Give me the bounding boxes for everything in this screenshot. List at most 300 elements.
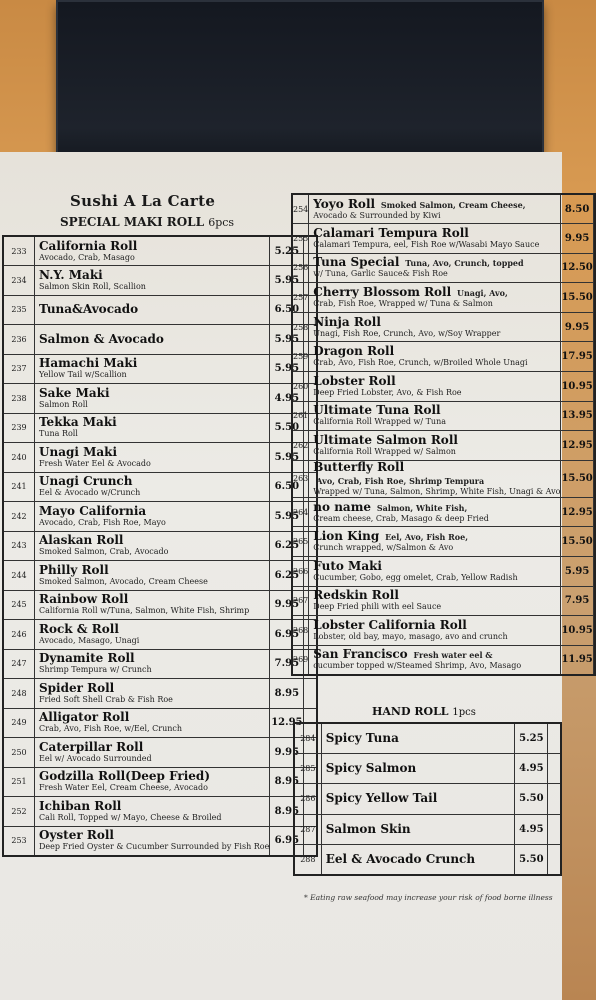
item-price: 9.95 — [561, 224, 593, 254]
item-price: 15.50 — [561, 460, 593, 497]
item-name — [309, 461, 560, 487]
item-number: 247 — [3, 649, 35, 679]
row-spacer-cell — [548, 814, 561, 844]
item-price: 12.95 — [561, 431, 593, 461]
item-cell — [309, 431, 561, 461]
item-name-text: California Roll — [39, 238, 138, 253]
item-number: 245 — [3, 590, 35, 620]
item-price: 6.25 — [270, 531, 304, 561]
menu-row — [3, 266, 317, 296]
item-description: Salmon Skin Roll, Scallion — [39, 281, 146, 291]
item-name — [35, 303, 269, 316]
item-number: 236 — [3, 325, 35, 355]
menu-row — [294, 753, 561, 783]
menu-row — [3, 354, 317, 384]
row-spacer-cell — [593, 342, 595, 372]
item-description: Cream cheese, Crab, Masago & deep Fried — [313, 513, 489, 523]
item-name — [309, 227, 560, 240]
item-price: 7.95 — [561, 586, 593, 616]
item-price: 5.50 — [515, 784, 548, 814]
item-price: 5.25 — [270, 236, 304, 266]
hand-roll-heading-text: HAND ROLL — [372, 705, 449, 718]
item-price: 5.95 — [270, 325, 304, 355]
row-spacer-cell — [593, 557, 595, 587]
item-description: California Roll w/Tuna, Salmon, White Fish, Shrimp — [39, 606, 250, 616]
menu-row — [292, 497, 595, 527]
item-name — [309, 560, 560, 573]
item-name-text: Salmon Skin — [325, 821, 411, 836]
item-description: Smoked Salmon, Crab, Avocado — [39, 547, 169, 557]
item-name-text: Oyster Roll — [39, 828, 114, 842]
item-description: Crunch wrapped, w/Salmon & Avo — [313, 543, 454, 553]
item-price: 5.95 — [561, 557, 593, 587]
item-inline-description: Smoked Salmon, Cream Cheese, — [378, 199, 526, 210]
menu-row — [292, 401, 595, 431]
item-name — [309, 648, 560, 661]
item-description: Deep Fried Oyster & Cucumber Surrounded by Fish Roe — [39, 842, 270, 851]
item-cell — [321, 753, 515, 783]
item-number: 265 — [292, 527, 309, 557]
raw-seafood-warning: * Eating raw seafood may increase your risk of food borne illness — [304, 893, 553, 902]
menu-row — [3, 708, 317, 738]
item-description: Unagi, Fish Roe, Crunch, Avo, w/Soy Wrapper — [313, 328, 501, 338]
item-name — [35, 564, 269, 577]
item-name — [322, 732, 515, 745]
item-price: 8.95 — [270, 767, 304, 797]
item-price: 9.95 — [270, 738, 304, 768]
item-number: 235 — [3, 295, 35, 325]
item-name — [309, 501, 560, 514]
item-number: 259 — [292, 342, 309, 372]
item-number: 239 — [3, 413, 35, 443]
item-cell — [309, 224, 561, 254]
item-name — [309, 434, 560, 447]
item-name-text: Lobster California Roll — [313, 618, 467, 633]
menu-row — [3, 620, 317, 650]
item-description: Fried Soft Shell Crab & Fish Roe — [39, 694, 173, 704]
item-name — [309, 619, 560, 632]
menu-row — [3, 826, 317, 856]
item-price: 5.50 — [515, 845, 548, 875]
item-cell — [35, 708, 270, 738]
menu-row — [292, 372, 595, 402]
item-name-text: Eel & Avocado Crunch — [325, 852, 476, 866]
item-name-text: Rainbow Roll — [39, 592, 129, 607]
special-maki-left-table — [2, 235, 318, 857]
item-price: 13.95 — [561, 401, 593, 431]
hand-roll-pcs: 1pcs — [452, 707, 476, 718]
item-description: Yellow Tail w/Scallion — [39, 370, 127, 380]
item-name-text: Unagi Maki — [39, 444, 118, 459]
item-name — [35, 475, 269, 488]
item-price: 6.95 — [270, 620, 304, 650]
item-cell — [35, 767, 270, 797]
row-spacer-cell — [593, 224, 595, 254]
item-name — [35, 682, 269, 695]
item-name-text: Alligator Roll — [39, 710, 130, 725]
item-name-text: Mayo California — [39, 503, 147, 518]
item-price: 10.95 — [561, 616, 593, 646]
item-price: 6.50 — [270, 295, 304, 325]
item-description: Fresh Water Eel & Avocado — [39, 458, 151, 468]
menu-row — [3, 590, 317, 620]
item-price: 9.95 — [270, 590, 304, 620]
item-number: 255 — [292, 224, 309, 254]
item-number: 264 — [292, 497, 309, 527]
item-name-text: Lion King — [313, 529, 380, 544]
item-name-text: no name — [313, 499, 372, 514]
item-number: 253 — [3, 826, 35, 856]
item-cell — [309, 342, 561, 372]
item-name — [309, 286, 560, 299]
item-price: 8.95 — [270, 797, 304, 827]
item-cell — [309, 527, 561, 557]
menu-row — [292, 253, 595, 283]
item-cell — [35, 679, 270, 709]
menu-row — [3, 502, 317, 532]
item-name — [309, 316, 560, 329]
row-spacer-cell — [593, 586, 595, 616]
item-name-text: Godzilla Roll(Deep Fried) — [39, 769, 210, 784]
item-price: 5.25 — [515, 723, 548, 753]
item-number: 233 — [3, 236, 35, 266]
item-cell — [321, 784, 515, 814]
item-name-text: Rock & Roll — [39, 621, 119, 636]
item-cell — [309, 283, 561, 313]
item-name-text: Hamachi Maki — [39, 356, 138, 371]
menu-row — [3, 767, 317, 797]
item-name-text: Philly Roll — [39, 562, 109, 577]
item-inline-description: Salmon, White Fish, — [374, 502, 468, 513]
item-inline-description: Tuna, Avo, Crunch, topped — [402, 258, 524, 269]
item-number: 240 — [3, 443, 35, 473]
item-name — [309, 404, 560, 417]
menu-row — [292, 283, 595, 313]
hand-roll-heading — [372, 705, 476, 718]
item-number: 237 — [3, 354, 35, 384]
item-description: Crab, Avo, Fish Roe, Crunch, w/Broiled Whole Unagi — [313, 358, 528, 368]
item-number: 246 — [3, 620, 35, 650]
item-price: 15.50 — [561, 527, 593, 557]
special-maki-right-table — [291, 193, 596, 676]
item-name — [309, 256, 560, 269]
item-cell — [35, 443, 270, 473]
item-description: cucumber topped w/Steamed Shrimp, Avo, Masago — [313, 661, 522, 671]
item-description: Avocado, Crab, Masago — [39, 252, 135, 262]
item-name — [309, 375, 560, 388]
row-spacer-cell — [593, 645, 595, 675]
item-number: 258 — [292, 312, 309, 342]
menu-row — [3, 413, 317, 443]
item-description: Tuna Roll — [39, 429, 78, 439]
item-cell — [309, 586, 561, 616]
item-name — [322, 853, 515, 866]
item-name — [322, 823, 515, 836]
menu-row — [292, 460, 595, 497]
item-description: Avocado & Surrounded by Kiwi — [313, 210, 441, 220]
item-number: 263 — [292, 460, 309, 497]
item-price: 6.95 — [270, 826, 304, 856]
item-description: Calamari Tempura, eel, Fish Roe w/Wasabi Mayo Sauce — [313, 239, 540, 249]
item-name-text: Ultimate Salmon Roll — [313, 433, 458, 448]
menu-title: Sushi A La Carte — [70, 192, 216, 210]
item-name — [309, 198, 560, 211]
item-price: 5.95 — [270, 266, 304, 296]
item-price: 4.95 — [270, 384, 304, 414]
item-name — [322, 762, 515, 775]
row-spacer-cell — [548, 753, 561, 783]
item-name-text: Caterpillar Roll — [39, 739, 144, 754]
hand-roll-table — [293, 722, 562, 876]
item-number: 242 — [3, 502, 35, 532]
menu-row — [292, 586, 595, 616]
item-name — [35, 387, 269, 400]
item-name — [35, 446, 269, 459]
item-name-text: Spicy Salmon — [325, 761, 417, 776]
item-description: Cucumber, Gobo, egg omelet, Crab, Yellow Radish — [313, 572, 518, 582]
item-name — [35, 357, 269, 370]
item-number: 249 — [3, 708, 35, 738]
item-price: 7.95 — [270, 649, 304, 679]
item-cell — [35, 266, 270, 296]
item-name — [309, 345, 560, 358]
item-price: 6.50 — [270, 472, 304, 502]
item-cell — [35, 590, 270, 620]
menu-row — [292, 527, 595, 557]
item-inline-description: Avo, Crab, Fish Roe, Shrimp Tempura — [316, 475, 485, 486]
menu-row — [3, 797, 317, 827]
item-price: 10.95 — [561, 372, 593, 402]
item-cell — [309, 372, 561, 402]
item-name — [35, 333, 269, 346]
row-spacer-cell — [304, 679, 318, 709]
menu-row — [294, 814, 561, 844]
item-name — [35, 269, 269, 282]
item-description: Avocado, Crab, Fish Roe, Mayo — [39, 517, 166, 527]
item-price: 5.95 — [270, 502, 304, 532]
item-cell — [309, 616, 561, 646]
row-spacer-cell — [593, 431, 595, 461]
item-name — [35, 800, 269, 813]
item-price: 12.95 — [270, 708, 304, 738]
item-price: 12.95 — [561, 497, 593, 527]
item-name-text: Alaskan Roll — [39, 533, 124, 548]
item-name — [35, 240, 269, 253]
item-price: 12.50 — [561, 253, 593, 283]
item-price: 4.95 — [515, 753, 548, 783]
item-description: California Roll Wrapped w/ Tuna — [313, 417, 447, 427]
row-spacer-cell — [593, 253, 595, 283]
item-price: 11.95 — [561, 645, 593, 675]
item-description: Eel w/ Avocado Surrounded — [39, 753, 152, 763]
item-number: 266 — [292, 557, 309, 587]
row-spacer-cell — [593, 312, 595, 342]
item-number: 269 — [292, 645, 309, 675]
item-description: Lobster, old bay, mayo, masago, avo and crunch — [313, 632, 508, 642]
menu-row — [3, 561, 317, 591]
menu-row — [292, 312, 595, 342]
row-spacer-cell — [593, 194, 595, 224]
item-name-text: Ultimate Tuna Roll — [313, 403, 441, 418]
item-name-text: Sake Maki — [39, 385, 110, 400]
item-cell — [309, 460, 561, 497]
item-cell — [309, 497, 561, 527]
row-spacer-cell — [593, 460, 595, 497]
special-maki-heading-text: SPECIAL MAKI ROLL — [60, 215, 205, 229]
item-name-text: Unagi Crunch — [39, 474, 133, 489]
item-name-text: Ninja Roll — [313, 314, 381, 329]
item-cell — [35, 354, 270, 384]
item-number: 260 — [292, 372, 309, 402]
row-spacer-cell — [593, 497, 595, 527]
menu-row — [294, 723, 561, 753]
item-number: 267 — [292, 586, 309, 616]
menu-row — [3, 295, 317, 325]
menu-row — [3, 649, 317, 679]
item-cell — [35, 620, 270, 650]
item-number: 248 — [3, 679, 35, 709]
item-name — [35, 770, 269, 783]
item-description: Fresh Water Eel, Cream Cheese, Avocado — [39, 783, 208, 793]
item-cell — [35, 826, 270, 856]
item-name-text: Tuna Special — [313, 255, 400, 270]
item-description: w/ Tuna, Garlic Sauce& Fish Roe — [313, 269, 448, 279]
item-cell — [321, 723, 515, 753]
item-cell — [321, 814, 515, 844]
item-number: 238 — [3, 384, 35, 414]
item-number: 288 — [294, 845, 321, 875]
item-price: 17.95 — [561, 342, 593, 372]
menu-row — [294, 845, 561, 875]
item-number: 254 — [292, 194, 309, 224]
menu-row — [292, 645, 595, 675]
item-number: 250 — [3, 738, 35, 768]
item-price: 5.95 — [270, 354, 304, 384]
row-spacer-cell — [593, 616, 595, 646]
item-name-text: Butterfly Roll — [313, 459, 405, 474]
item-description: Shrimp Tempura w/ Crunch — [39, 665, 152, 675]
item-name-text: N.Y. Maki — [39, 267, 103, 282]
item-name-text: Salmon & Avocado — [39, 331, 164, 346]
item-cell — [35, 738, 270, 768]
item-name-text: Redskin Roll — [313, 588, 399, 603]
item-number: 252 — [3, 797, 35, 827]
item-inline-description: Unagi, Avo, — [454, 288, 508, 299]
item-description: Crab, Fish Roe, Wrapped w/ Tuna & Salmon — [313, 299, 493, 309]
item-name-text: Futo Maki — [313, 558, 382, 573]
item-cell — [309, 194, 561, 224]
menu-row — [3, 738, 317, 768]
item-name — [35, 623, 269, 636]
item-description: California Roll Wrapped w/ Salmon — [313, 447, 456, 457]
menu-row — [3, 384, 317, 414]
menu-row — [292, 342, 595, 372]
item-description: Deep Fried phili with eel Sauce — [313, 602, 442, 612]
item-name-text: San Francisco — [313, 647, 408, 662]
item-number: 244 — [3, 561, 35, 591]
item-number: 285 — [294, 753, 321, 783]
item-name-text: Cherry Blossom Roll — [313, 285, 452, 300]
item-name-text: Dragon Roll — [313, 344, 395, 359]
item-name — [309, 530, 560, 543]
item-cell — [35, 325, 270, 355]
item-name-text: Tuna&Avocado — [39, 302, 139, 317]
item-cell — [35, 295, 270, 325]
menu-row — [292, 616, 595, 646]
item-name — [322, 792, 515, 805]
item-number: 234 — [3, 266, 35, 296]
special-maki-pcs: 6pcs — [208, 216, 235, 229]
item-number: 243 — [3, 531, 35, 561]
row-spacer-cell — [593, 283, 595, 313]
menu-row — [292, 224, 595, 254]
item-cell — [309, 401, 561, 431]
item-name — [309, 589, 560, 602]
item-name — [35, 505, 269, 518]
item-number: 287 — [294, 814, 321, 844]
item-number: 268 — [292, 616, 309, 646]
item-name — [35, 593, 269, 606]
row-spacer-cell — [593, 372, 595, 402]
item-price: 5.95 — [270, 443, 304, 473]
item-number: 262 — [292, 431, 309, 461]
row-spacer-cell — [548, 784, 561, 814]
menu-row — [3, 325, 317, 355]
item-inline-description: Fresh water eel & — [410, 650, 493, 661]
item-name-text: Spicy Tuna — [325, 730, 399, 745]
item-description: Smoked Salmon, Avocado, Cream Cheese — [39, 576, 208, 586]
item-cell — [35, 797, 270, 827]
menu-row — [292, 557, 595, 587]
item-cell — [35, 413, 270, 443]
item-description: Cali Roll, Topped w/ Mayo, Cheese & Broiled — [39, 812, 222, 822]
item-name — [35, 534, 269, 547]
item-description: Salmon Roll — [39, 399, 88, 409]
item-price: 8.50 — [561, 194, 593, 224]
item-description: Avocado, Masago, Unagi — [39, 635, 140, 645]
special-maki-heading — [60, 215, 234, 229]
item-cell — [309, 645, 561, 675]
row-spacer-cell — [593, 527, 595, 557]
item-cell — [35, 236, 270, 266]
row-spacer-cell — [548, 845, 561, 875]
item-description: Eel & Avocado w/Crunch — [39, 488, 141, 498]
item-cell — [35, 472, 270, 502]
item-price: 15.50 — [561, 283, 593, 313]
item-number: 256 — [292, 253, 309, 283]
item-cell — [35, 649, 270, 679]
item-cell — [35, 561, 270, 591]
item-name — [35, 416, 269, 429]
item-name — [35, 711, 269, 724]
item-cell — [35, 502, 270, 532]
item-number: 286 — [294, 784, 321, 814]
item-description: Wrapped w/ Tuna, Salmon, Shrimp, White Fish, Unagi & Avo — [313, 486, 561, 496]
item-name-text: Ichiban Roll — [39, 798, 122, 813]
item-number: 241 — [3, 472, 35, 502]
item-name — [35, 741, 269, 754]
item-name-text: Dynamite Roll — [39, 651, 135, 666]
item-name-text: Spider Roll — [39, 680, 115, 695]
menu-row — [294, 784, 561, 814]
item-cell — [309, 253, 561, 283]
menu-row — [292, 431, 595, 461]
item-description: Crab, Avo, Fish Roe, w/Eel, Crunch — [39, 724, 183, 734]
item-cell — [35, 531, 270, 561]
item-price: 9.95 — [561, 312, 593, 342]
item-price: 8.95 — [270, 679, 304, 709]
row-spacer-cell — [593, 401, 595, 431]
